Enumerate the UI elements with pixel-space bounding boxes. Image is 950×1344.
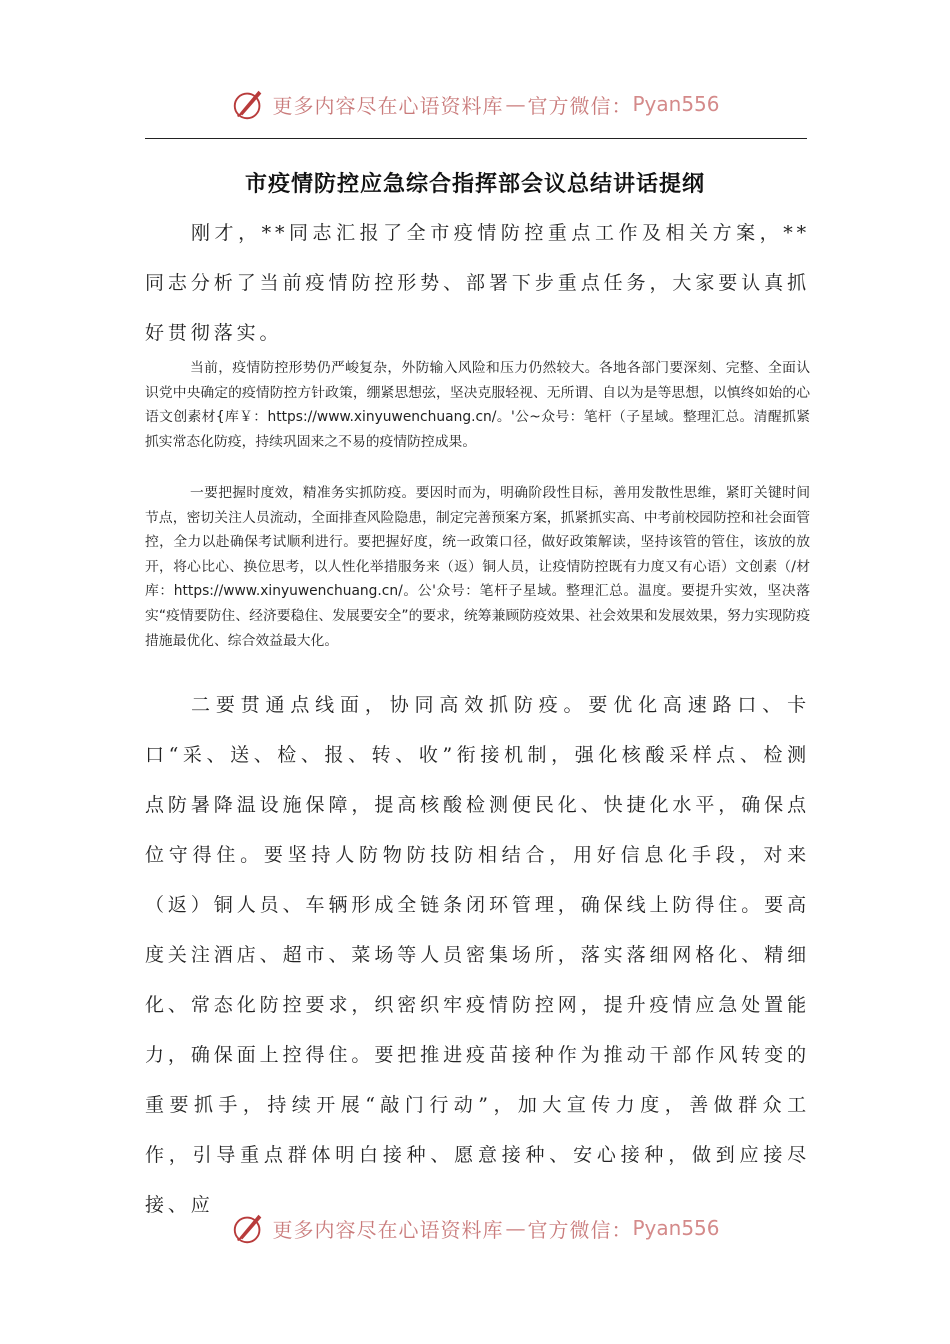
banner-text: 更多内容尽在心语资料库 [272, 93, 504, 118]
footer-handle: Pyan556 [632, 1216, 720, 1240]
footer-banner [0, 1208, 950, 1248]
footer-banner-text: 更多内容尽在心语资料库 [272, 1217, 504, 1242]
footer-banner-dash: — [505, 1216, 526, 1240]
paragraph-point-two: 二要贯通点线面，协同高效抓防疫。要优化高速路口、卡口“采、送、检、报、转、收”衔接机制，强化核酸采样点、检测点防暑降温设施保障，提高核酸检测便民化、快捷化水平，确保点位守得住。要坚持人防物防技防相结合，用好信息化手段，对来（返）铜人员、车辆形成全链条闭环管理，确保线上防得住。要高度关注酒店、超市、菜场等人员密集场所，落实落细网格化、精细化、常态化防控要求，织密织牢疫情防控网，提升疫情应急处置能力，确保面上控得住。要把推进疫苗接种作为推动干部作风转变的重要抓手，持续开展“敲门行动”，加大宣传力度，善做群众工作，引导重点群体明白接种、愿意接种、安心接种，做到应接尽接、应 [145, 694, 810, 1216]
quill-logo-icon [230, 1209, 268, 1247]
banner-dash: — [505, 92, 526, 116]
document-title: 市疫情防控应急综合指挥部会议总结讲话提纲 [244, 171, 705, 197]
banner-handle: Pyan556 [632, 92, 720, 116]
paragraph-intro: 刚才，**同志汇报了全市疫情防控重点工作及相关方案，**同志分析了当前疫情防控形势、部署下步重点任务，大家要认真抓好贯彻落实。 [145, 222, 810, 344]
banner-official-label: 官方微信： [527, 93, 633, 118]
paragraph-point-one: 一要把握时度效，精准务实抓防疫。要因时而为，明确阶段性目标，善用发散性思维，紧盯关键时间节点，密切关注人员流动，全面排查风险隐患，制定完善预案方案，抓紧抓实高、中考前校园防控和社会面管控，全力以赴确保考试顺利进行。要把握好度，统一政策口径，做好政策解读，坚持该管的管住，该放的放开，将心比心、换位思考，以人性化举措服务来（返）铜人员，让疫情防控既有力度又有心语）文创素（/材库：https://www.xinyuwenchuang.cn/。公'众号：笔杆子星域。整理汇总。温度。要提升实效，坚决落实“疫情要防住、经济要稳住、发展要安全”的要求，统筹兼顾防疫效果、社会效果和发展效果，努力实现防疫措施最优化、综合效益最大化。 [145, 485, 810, 649]
footer-official-label: 官方微信： [527, 1217, 633, 1242]
quill-logo-icon [230, 85, 268, 123]
paragraph-situation: 当前，疫情防控形势仍严峻复杂，外防输入风险和压力仍然较大。各地各部门要深刻、完整、全面认识党中央确定的疫情防控方针政策，绷紧思想弦，坚决克服轻视、无所谓、自以为是等思想，以慎终如始的心语文创素材{库￥：https://www.xinyuwenchuang.cn/。'公~众号：笔杆（子星域。整理汇总。清醒抓紧抓实常态化防疫，持续巩固来之不易的疫情防控成果。 [145, 360, 810, 450]
header-banner [0, 84, 950, 124]
header-rule [145, 138, 807, 139]
